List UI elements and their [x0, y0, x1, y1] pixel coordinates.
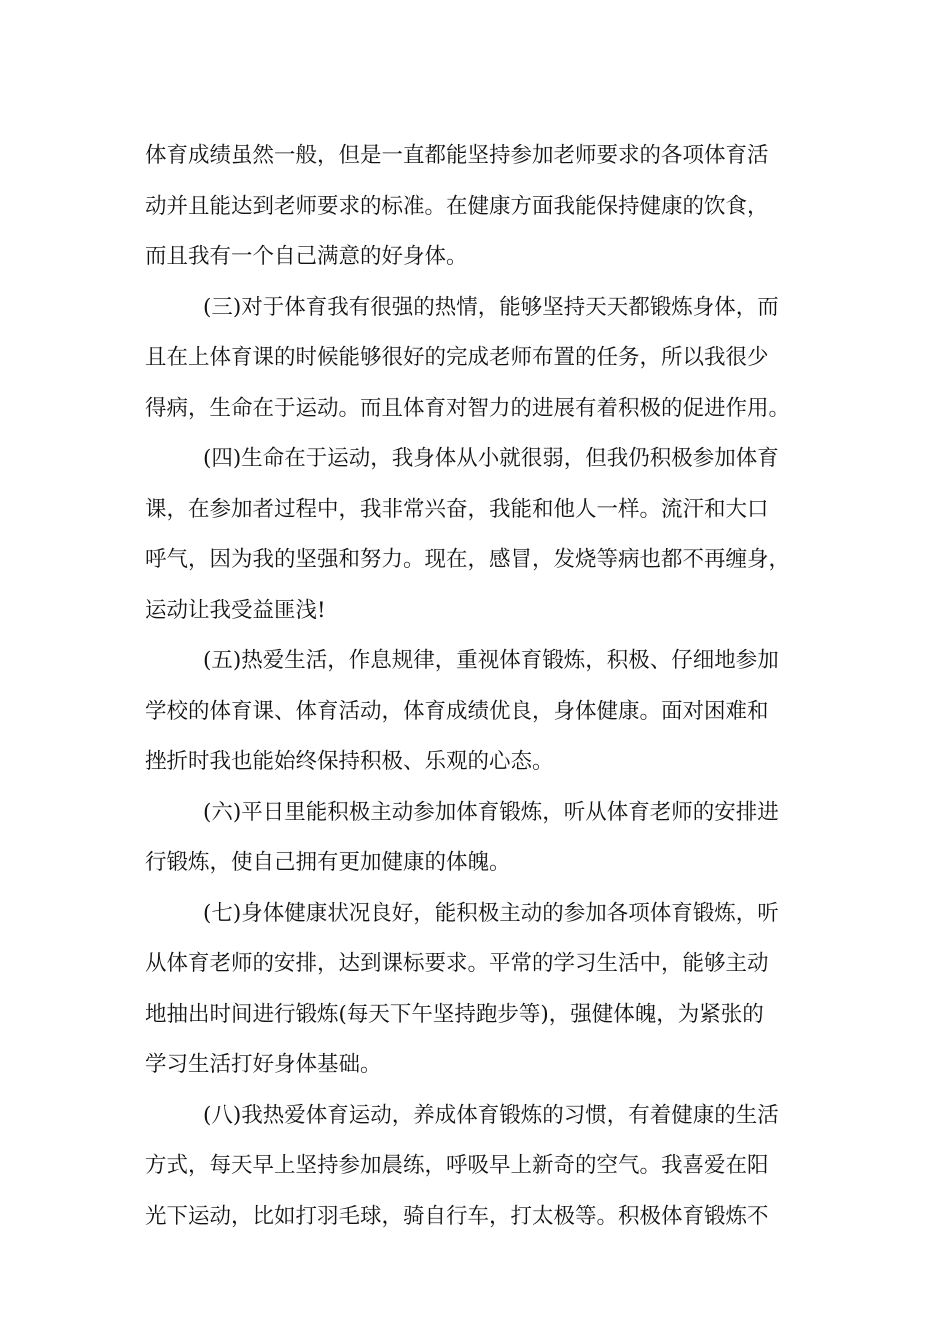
- text-line: (八)我热爱体育运动，养成体育锻炼的习惯，有着健康的生活: [203, 1102, 779, 1128]
- text-line: 课，在参加者过程中，我非常兴奋，我能和他人一样。流汗和大口: [145, 496, 769, 522]
- text-line: (三)对于体育我有很强的热情，能够坚持天天都锻炼身体，而: [203, 294, 779, 320]
- text-line: 且在上体育课的时候能够很好的完成老师布置的任务，所以我很少: [145, 345, 769, 370]
- paragraph-8: [145, 1091, 825, 1243]
- text-line: 挫折时我也能始终保持积极、乐观的心态。: [145, 749, 554, 774]
- text-line: (七)身体健康状况良好，能积极主动的参加各项体育锻炼，听: [203, 900, 779, 926]
- text-line: 体育成绩虽然一般，但是一直都能坚持参加老师要求的各项体育活: [145, 143, 769, 168]
- text-line: 从体育老师的安排，达到课标要求。平常的学习生活中，能够主动: [145, 951, 769, 976]
- text-line: 方式，每天早上坚持参加晨练，呼吸早上新奇的空气。我喜爱在阳: [145, 1153, 769, 1178]
- paragraph-1: [145, 131, 825, 283]
- text-line: (四)生命在于运动，我身体从小就很弱，但我仍积极参加体育: [203, 446, 779, 471]
- document-body: [145, 131, 825, 1242]
- text-line: 学习生活打好身体基础。: [145, 1052, 382, 1077]
- text-line: 动并且能达到老师要求的标准。在健康方面我能保持健康的饮食，: [145, 193, 769, 219]
- text-line: 行锻炼，使自己拥有更加健康的体魄。: [145, 850, 511, 875]
- text-line: 学校的体育课、体育活动，体育成绩优良，身体健康。面对困难和: [145, 698, 769, 724]
- paragraph-3: [145, 283, 825, 435]
- text-line: 而且我有一个自己满意的好身体。: [145, 244, 468, 269]
- paragraph-4: [145, 434, 825, 636]
- paragraph-6: [145, 788, 825, 889]
- text-line: 得病，生命在于运动。而且体育对智力的进展有着积极的促进作用。: [145, 395, 791, 421]
- text-line: 运动让我受益匪浅!: [145, 597, 326, 623]
- text-line: (五)热爱生活，作息规律，重视体育锻炼，积极、仔细地参加: [203, 648, 779, 673]
- paragraph-5: [145, 636, 825, 788]
- text-line: (六)平日里能积极主动参加体育锻炼，听从体育老师的安排进: [203, 799, 779, 825]
- paragraph-7: [145, 889, 825, 1091]
- text-line: 地抽出时间进行锻炼(每天下午坚持跑步等)，强健体魄，为紧张的: [145, 1001, 764, 1027]
- text-line: 光下运动，比如打羽毛球，骑自行车，打太极等。积极体育锻炼不: [145, 1203, 769, 1229]
- text-line: 呼气，因为我的坚强和努力。现在，感冒，发烧等病也都不再缠身，: [145, 547, 791, 572]
